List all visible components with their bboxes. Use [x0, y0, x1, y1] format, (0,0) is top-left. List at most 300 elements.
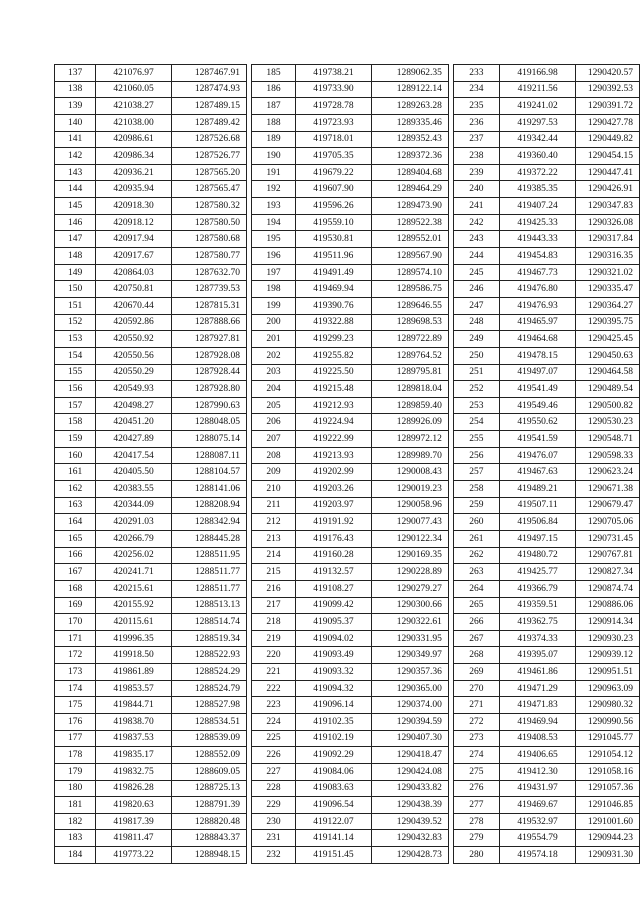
y-coordinate-cell: 1287526.68	[171, 131, 246, 148]
y-coordinate-cell: 1290767.81	[576, 547, 640, 564]
table-row	[453, 647, 639, 664]
y-coordinate-cell: 1290058.96	[371, 497, 448, 514]
x-coordinate-cell: 420864.03	[96, 264, 172, 281]
y-coordinate-cell: 1290939.12	[576, 647, 640, 664]
table-row	[55, 481, 247, 498]
x-coordinate-cell: 419096.14	[296, 697, 372, 714]
table-row	[453, 664, 639, 681]
x-coordinate-cell: 419191.92	[296, 514, 372, 531]
y-coordinate-cell: 1290530.23	[576, 414, 640, 431]
point-number-cell: 244	[453, 248, 499, 265]
x-coordinate-cell: 419718.01	[296, 131, 372, 148]
x-coordinate-cell: 420750.81	[96, 281, 172, 298]
table-row	[55, 547, 247, 564]
x-coordinate-cell: 420291.03	[96, 514, 172, 531]
y-coordinate-cell: 1289722.89	[371, 331, 448, 348]
point-number-cell: 222	[252, 680, 296, 697]
point-number-cell: 261	[453, 530, 499, 547]
x-coordinate-cell: 419390.76	[296, 297, 372, 314]
table-row	[453, 464, 639, 481]
y-coordinate-cell: 1288342.94	[171, 514, 246, 531]
table-row	[453, 514, 639, 531]
y-coordinate-cell: 1290077.43	[371, 514, 448, 531]
point-number-cell: 279	[453, 830, 499, 847]
coordinate-table-2	[251, 64, 449, 864]
x-coordinate-cell: 420918.12	[96, 214, 172, 231]
table-row	[55, 497, 247, 514]
point-number-cell: 231	[252, 830, 296, 847]
x-coordinate-cell: 420986.34	[96, 148, 172, 165]
table-row	[453, 713, 639, 730]
x-coordinate-cell: 419996.35	[96, 630, 172, 647]
y-coordinate-cell: 1289818.04	[371, 381, 448, 398]
y-coordinate-cell: 1287474.93	[171, 81, 246, 98]
x-coordinate-cell: 419471.83	[499, 697, 576, 714]
y-coordinate-cell: 1290874.74	[576, 580, 640, 597]
table-row	[453, 614, 639, 631]
x-coordinate-cell: 419476.93	[499, 297, 576, 314]
x-coordinate-cell: 420115.61	[96, 614, 172, 631]
y-coordinate-cell: 1290357.36	[371, 664, 448, 681]
y-coordinate-cell: 1288511.77	[171, 564, 246, 581]
point-number-cell: 154	[55, 347, 96, 364]
y-coordinate-cell: 1287580.68	[171, 231, 246, 248]
table-row	[252, 198, 449, 215]
point-number-cell: 205	[252, 397, 296, 414]
x-coordinate-cell: 419853.57	[96, 680, 172, 697]
x-coordinate-cell: 420451.20	[96, 414, 172, 431]
table-row	[453, 281, 639, 298]
table-row	[453, 214, 639, 231]
point-number-cell: 277	[453, 797, 499, 814]
point-number-cell: 272	[453, 713, 499, 730]
table-row	[252, 547, 449, 564]
table-row	[55, 514, 247, 531]
x-coordinate-cell: 419099.42	[296, 597, 372, 614]
table-row	[453, 331, 639, 348]
table-row	[55, 763, 247, 780]
point-number-cell: 245	[453, 264, 499, 281]
y-coordinate-cell: 1290671.38	[576, 481, 640, 498]
point-number-cell: 152	[55, 314, 96, 331]
point-number-cell: 224	[252, 713, 296, 730]
point-number-cell: 175	[55, 697, 96, 714]
y-coordinate-cell: 1291001.60	[576, 813, 640, 830]
y-coordinate-cell: 1290425.45	[576, 331, 640, 348]
y-coordinate-cell: 1290886.06	[576, 597, 640, 614]
y-coordinate-cell: 1290980.32	[576, 697, 640, 714]
table-row	[453, 697, 639, 714]
point-number-cell: 165	[55, 530, 96, 547]
point-number-cell: 241	[453, 198, 499, 215]
point-number-cell: 186	[252, 81, 296, 98]
x-coordinate-cell: 419425.77	[499, 564, 576, 581]
table-row	[252, 414, 449, 431]
y-coordinate-cell: 1291054.12	[576, 747, 640, 764]
y-coordinate-cell: 1288141.06	[171, 481, 246, 498]
table-row	[252, 214, 449, 231]
point-number-cell: 213	[252, 530, 296, 547]
table-row	[453, 231, 639, 248]
point-number-cell: 185	[252, 65, 296, 82]
y-coordinate-cell: 1287928.08	[171, 347, 246, 364]
x-coordinate-cell: 420427.89	[96, 431, 172, 448]
y-coordinate-cell: 1287928.44	[171, 364, 246, 381]
point-number-cell: 235	[453, 98, 499, 115]
x-coordinate-cell: 420918.30	[96, 198, 172, 215]
point-number-cell: 210	[252, 481, 296, 498]
y-coordinate-cell: 1287580.50	[171, 214, 246, 231]
y-coordinate-cell: 1287815.31	[171, 297, 246, 314]
x-coordinate-cell: 419541.59	[499, 431, 576, 448]
x-coordinate-cell: 419541.49	[499, 381, 576, 398]
x-coordinate-cell: 420383.55	[96, 481, 172, 498]
y-coordinate-cell: 1290447.41	[576, 164, 640, 181]
y-coordinate-cell: 1290914.34	[576, 614, 640, 631]
x-coordinate-cell: 419443.33	[499, 231, 576, 248]
x-coordinate-cell: 419096.54	[296, 797, 372, 814]
point-number-cell: 233	[453, 65, 499, 82]
point-number-cell: 256	[453, 447, 499, 464]
y-coordinate-cell: 1288524.29	[171, 664, 246, 681]
point-number-cell: 247	[453, 297, 499, 314]
point-number-cell: 265	[453, 597, 499, 614]
table-row	[453, 131, 639, 148]
x-coordinate-cell: 419837.53	[96, 730, 172, 747]
x-coordinate-cell: 419918.50	[96, 647, 172, 664]
x-coordinate-cell: 419425.33	[499, 214, 576, 231]
table-row	[453, 381, 639, 398]
table-row	[252, 481, 449, 498]
y-coordinate-cell: 1290391.72	[576, 98, 640, 115]
table-row	[252, 381, 449, 398]
point-number-cell: 187	[252, 98, 296, 115]
x-coordinate-cell: 419412.30	[499, 763, 576, 780]
x-coordinate-cell: 419176.43	[296, 530, 372, 547]
x-coordinate-cell: 419554.79	[499, 830, 576, 847]
point-number-cell: 189	[252, 131, 296, 148]
point-number-cell: 208	[252, 447, 296, 464]
table-row	[252, 98, 449, 115]
y-coordinate-cell: 1288948.15	[171, 847, 246, 864]
y-coordinate-cell: 1289926.09	[371, 414, 448, 431]
y-coordinate-cell: 1290426.91	[576, 181, 640, 198]
table-row	[453, 680, 639, 697]
x-coordinate-cell: 419461.86	[499, 664, 576, 681]
point-number-cell: 268	[453, 647, 499, 664]
point-number-cell: 243	[453, 231, 499, 248]
y-coordinate-cell: 1288534.51	[171, 713, 246, 730]
table-row	[252, 697, 449, 714]
point-number-cell: 148	[55, 248, 96, 265]
x-coordinate-cell: 419102.35	[296, 713, 372, 730]
table-row	[453, 797, 639, 814]
x-coordinate-cell: 419469.94	[296, 281, 372, 298]
point-number-cell: 174	[55, 680, 96, 697]
y-coordinate-cell: 1289122.14	[371, 81, 448, 98]
table-row	[453, 81, 639, 98]
x-coordinate-cell: 420936.21	[96, 164, 172, 181]
y-coordinate-cell: 1287489.42	[171, 114, 246, 131]
table-row	[453, 65, 639, 82]
x-coordinate-cell: 419224.94	[296, 414, 372, 431]
x-coordinate-cell: 420550.56	[96, 347, 172, 364]
table-row	[252, 597, 449, 614]
x-coordinate-cell: 419469.67	[499, 797, 576, 814]
point-number-cell: 197	[252, 264, 296, 281]
point-number-cell: 214	[252, 547, 296, 564]
y-coordinate-cell: 1288075.14	[171, 431, 246, 448]
point-number-cell: 190	[252, 148, 296, 165]
x-coordinate-cell: 419203.97	[296, 497, 372, 514]
point-number-cell: 143	[55, 164, 96, 181]
y-coordinate-cell: 1290454.15	[576, 148, 640, 165]
point-number-cell: 196	[252, 248, 296, 265]
x-coordinate-cell: 419817.39	[96, 813, 172, 830]
point-number-cell: 218	[252, 614, 296, 631]
x-coordinate-cell: 419489.21	[499, 481, 576, 498]
x-coordinate-cell: 419738.21	[296, 65, 372, 82]
y-coordinate-cell: 1290322.61	[371, 614, 448, 631]
x-coordinate-cell: 419497.07	[499, 364, 576, 381]
x-coordinate-cell: 419342.44	[499, 131, 576, 148]
x-coordinate-cell: 419478.15	[499, 347, 576, 364]
x-coordinate-cell: 419491.49	[296, 264, 372, 281]
table-row	[55, 331, 247, 348]
table-row	[55, 297, 247, 314]
x-coordinate-cell: 419095.37	[296, 614, 372, 631]
table-row	[252, 431, 449, 448]
point-number-cell: 176	[55, 713, 96, 730]
x-coordinate-cell: 420266.79	[96, 530, 172, 547]
y-coordinate-cell: 1290944.23	[576, 830, 640, 847]
table-row	[252, 181, 449, 198]
table-row	[252, 297, 449, 314]
y-coordinate-cell: 1289795.81	[371, 364, 448, 381]
x-coordinate-cell: 419084.06	[296, 763, 372, 780]
x-coordinate-cell: 419102.19	[296, 730, 372, 747]
x-coordinate-cell: 419679.22	[296, 164, 372, 181]
x-coordinate-cell: 420670.44	[96, 297, 172, 314]
x-coordinate-cell: 421038.00	[96, 114, 172, 131]
y-coordinate-cell: 1290951.51	[576, 664, 640, 681]
point-number-cell: 239	[453, 164, 499, 181]
point-number-cell: 225	[252, 730, 296, 747]
table-row	[453, 481, 639, 498]
y-coordinate-cell: 1288527.98	[171, 697, 246, 714]
x-coordinate-cell: 419203.26	[296, 481, 372, 498]
table-row	[252, 447, 449, 464]
point-number-cell: 278	[453, 813, 499, 830]
x-coordinate-cell: 419844.71	[96, 697, 172, 714]
x-coordinate-cell: 419255.82	[296, 347, 372, 364]
point-number-cell: 192	[252, 181, 296, 198]
y-coordinate-cell: 1288522.93	[171, 647, 246, 664]
y-coordinate-cell: 1290705.06	[576, 514, 640, 531]
point-number-cell: 179	[55, 763, 96, 780]
x-coordinate-cell: 419408.53	[499, 730, 576, 747]
point-number-cell: 228	[252, 780, 296, 797]
y-coordinate-cell: 1288843.37	[171, 830, 246, 847]
point-number-cell: 220	[252, 647, 296, 664]
y-coordinate-cell: 1290449.82	[576, 131, 640, 148]
table-row	[252, 780, 449, 797]
y-coordinate-cell: 1288820.48	[171, 813, 246, 830]
point-number-cell: 139	[55, 98, 96, 115]
table-row	[453, 763, 639, 780]
y-coordinate-cell: 1288048.05	[171, 414, 246, 431]
table-row	[55, 730, 247, 747]
point-number-cell: 182	[55, 813, 96, 830]
y-coordinate-cell: 1290008.43	[371, 464, 448, 481]
y-coordinate-cell: 1288552.09	[171, 747, 246, 764]
y-coordinate-cell: 1288511.77	[171, 580, 246, 597]
y-coordinate-cell: 1287489.15	[171, 98, 246, 115]
y-coordinate-cell: 1290300.66	[371, 597, 448, 614]
y-coordinate-cell: 1290432.83	[371, 830, 448, 847]
table-row	[55, 281, 247, 298]
table-row	[453, 580, 639, 597]
table-row	[55, 614, 247, 631]
x-coordinate-cell: 419835.17	[96, 747, 172, 764]
point-number-cell: 184	[55, 847, 96, 864]
table-row	[252, 231, 449, 248]
table-row	[55, 347, 247, 364]
y-coordinate-cell: 1288514.74	[171, 614, 246, 631]
y-coordinate-cell: 1290418.47	[371, 747, 448, 764]
x-coordinate-cell: 419374.33	[499, 630, 576, 647]
x-coordinate-cell: 419476.80	[499, 281, 576, 298]
y-coordinate-cell: 1288524.79	[171, 680, 246, 697]
table-row	[55, 464, 247, 481]
x-coordinate-cell: 420935.94	[96, 181, 172, 198]
point-number-cell: 191	[252, 164, 296, 181]
y-coordinate-cell: 1290731.45	[576, 530, 640, 547]
x-coordinate-cell: 420592.86	[96, 314, 172, 331]
table-row	[453, 297, 639, 314]
y-coordinate-cell: 1290169.35	[371, 547, 448, 564]
y-coordinate-cell: 1290548.71	[576, 431, 640, 448]
table-row	[252, 797, 449, 814]
table-row	[453, 397, 639, 414]
x-coordinate-cell: 419083.63	[296, 780, 372, 797]
x-coordinate-cell: 419297.53	[499, 114, 576, 131]
table-row	[453, 148, 639, 165]
y-coordinate-cell: 1290019.23	[371, 481, 448, 498]
table-row	[252, 664, 449, 681]
x-coordinate-cell: 419464.68	[499, 331, 576, 348]
point-number-cell: 153	[55, 331, 96, 348]
point-number-cell: 270	[453, 680, 499, 697]
y-coordinate-cell: 1290489.54	[576, 381, 640, 398]
x-coordinate-cell: 420155.92	[96, 597, 172, 614]
x-coordinate-cell: 419215.48	[296, 381, 372, 398]
x-coordinate-cell: 419465.97	[499, 314, 576, 331]
point-number-cell: 252	[453, 381, 499, 398]
point-number-cell: 232	[252, 847, 296, 864]
y-coordinate-cell: 1290347.83	[576, 198, 640, 215]
x-coordinate-cell: 419811.47	[96, 830, 172, 847]
table-row	[453, 264, 639, 281]
table-row	[55, 530, 247, 547]
point-number-cell: 276	[453, 780, 499, 797]
table-row	[252, 397, 449, 414]
point-number-cell: 159	[55, 431, 96, 448]
y-coordinate-cell: 1290364.27	[576, 297, 640, 314]
point-number-cell: 140	[55, 114, 96, 131]
table-row	[55, 198, 247, 215]
y-coordinate-cell: 1290679.47	[576, 497, 640, 514]
point-number-cell: 201	[252, 331, 296, 348]
x-coordinate-cell: 419476.07	[499, 447, 576, 464]
y-coordinate-cell: 1287632.70	[171, 264, 246, 281]
table-row	[55, 264, 247, 281]
table-row	[252, 747, 449, 764]
x-coordinate-cell: 419225.50	[296, 364, 372, 381]
x-coordinate-cell: 419820.63	[96, 797, 172, 814]
x-coordinate-cell: 419506.84	[499, 514, 576, 531]
point-number-cell: 137	[55, 65, 96, 82]
y-coordinate-cell: 1287927.81	[171, 331, 246, 348]
point-number-cell: 248	[453, 314, 499, 331]
point-number-cell: 240	[453, 181, 499, 198]
table-row	[55, 847, 247, 864]
y-coordinate-cell: 1290395.75	[576, 314, 640, 331]
y-coordinate-cell: 1287580.32	[171, 198, 246, 215]
x-coordinate-cell: 419360.40	[499, 148, 576, 165]
point-number-cell: 237	[453, 131, 499, 148]
table-row	[55, 431, 247, 448]
coordinate-tables	[54, 64, 640, 864]
point-number-cell: 161	[55, 464, 96, 481]
y-coordinate-cell: 1289574.10	[371, 264, 448, 281]
x-coordinate-cell: 419395.07	[499, 647, 576, 664]
x-coordinate-cell: 420986.61	[96, 131, 172, 148]
table-row	[55, 813, 247, 830]
coordinate-table-3	[453, 64, 640, 864]
y-coordinate-cell: 1287467.91	[171, 65, 246, 82]
x-coordinate-cell: 419160.28	[296, 547, 372, 564]
table-row	[453, 847, 639, 864]
x-coordinate-cell: 419705.35	[296, 148, 372, 165]
table-row	[453, 431, 639, 448]
x-coordinate-cell: 419222.99	[296, 431, 372, 448]
point-number-cell: 209	[252, 464, 296, 481]
x-coordinate-cell: 419093.32	[296, 664, 372, 681]
coordinate-table-1	[54, 64, 247, 864]
table-row	[55, 397, 247, 414]
table-row	[453, 114, 639, 131]
x-coordinate-cell: 420917.67	[96, 248, 172, 265]
y-coordinate-cell: 1290623.24	[576, 464, 640, 481]
point-number-cell: 271	[453, 697, 499, 714]
point-number-cell: 274	[453, 747, 499, 764]
table-row	[453, 314, 639, 331]
table-row	[252, 331, 449, 348]
y-coordinate-cell: 1290827.34	[576, 564, 640, 581]
y-coordinate-cell: 1291046.85	[576, 797, 640, 814]
y-coordinate-cell: 1290394.59	[371, 713, 448, 730]
table-row	[453, 98, 639, 115]
table-row	[453, 347, 639, 364]
x-coordinate-cell: 419406.65	[499, 747, 576, 764]
x-coordinate-cell: 419826.28	[96, 780, 172, 797]
point-number-cell: 157	[55, 397, 96, 414]
table-row	[453, 813, 639, 830]
table-row	[55, 680, 247, 697]
table-row	[252, 464, 449, 481]
y-coordinate-cell: 1289062.35	[371, 65, 448, 82]
